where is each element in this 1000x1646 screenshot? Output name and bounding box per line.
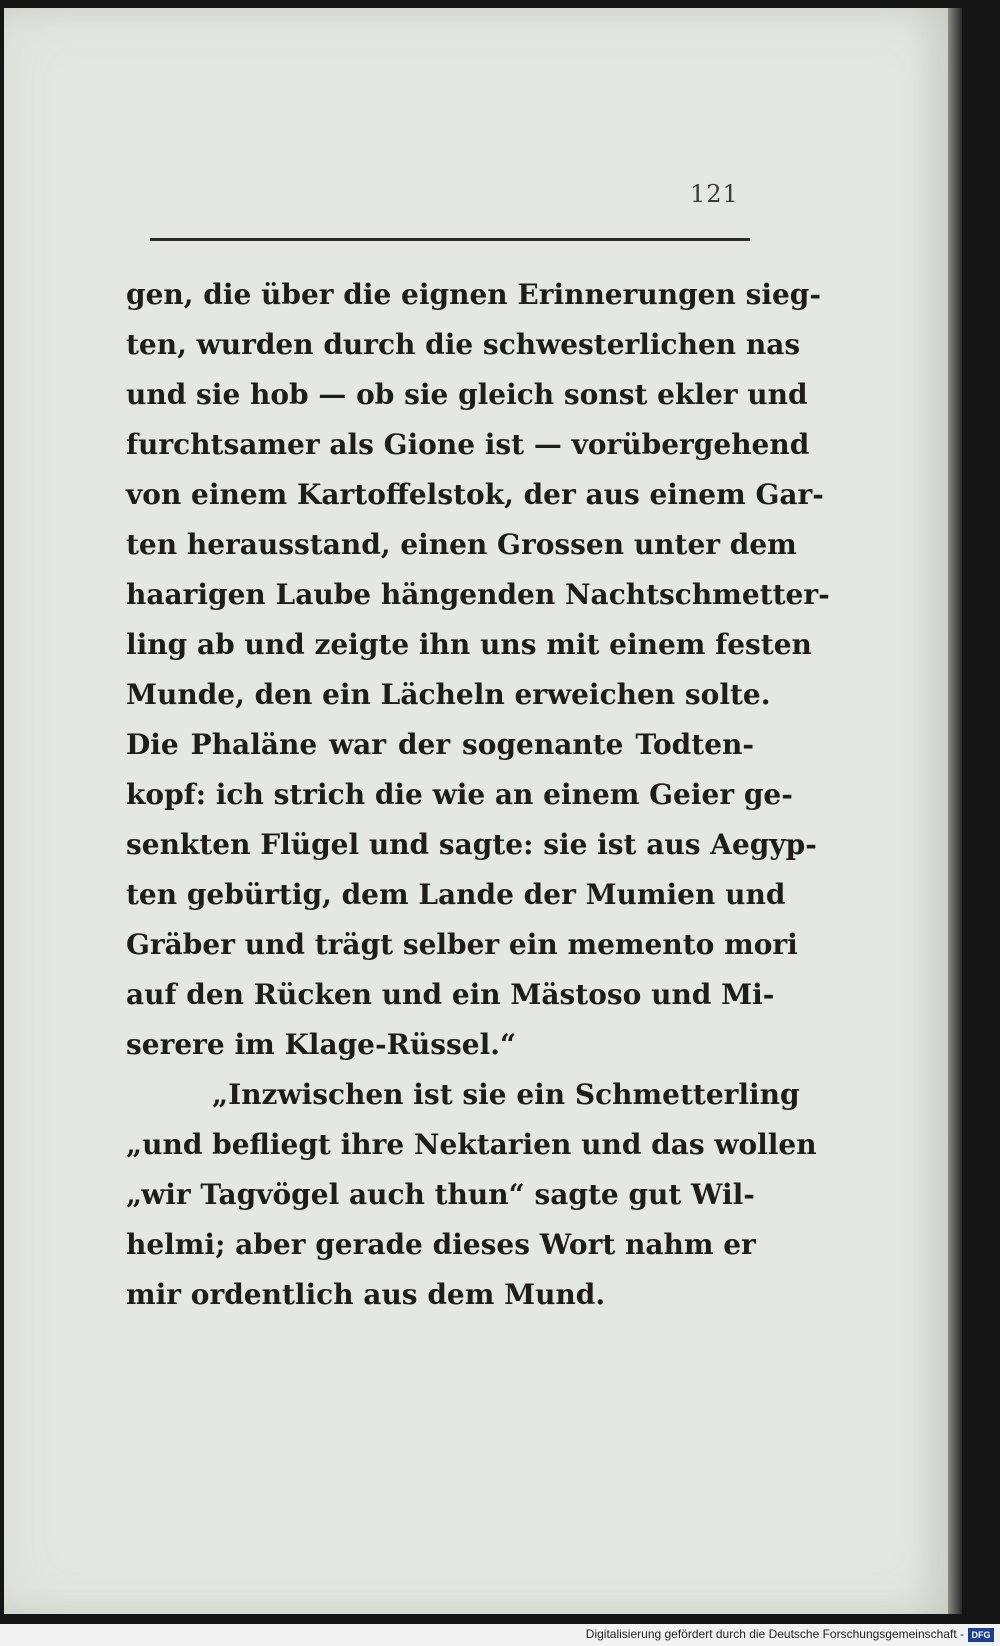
text-line: auf den Rücken und ein Mästoso und Mi-: [126, 978, 775, 1011]
text-line: ten gebürtig, dem Lande der Mumien und: [126, 878, 786, 911]
dfg-logo: DFG: [968, 1628, 994, 1642]
text-line: gen, die über die eignen Erinnerungen sieg-: [126, 278, 821, 311]
funding-credit: Digitalisierung gefördert durch die Deutsche Forschungsgemeinschaft -: [585, 1627, 964, 1641]
text-line: mir ordentlich aus dem Mund.: [126, 1278, 606, 1311]
header-rule: [150, 238, 750, 241]
text-line: „Inzwischen ist sie ein Schmetterling: [212, 1078, 800, 1111]
text-line: furchtsamer als Gione ist — vorübergehend: [126, 428, 810, 461]
text-line: ten herausstand, einen Grossen unter dem: [126, 528, 797, 561]
text-line: Munde, den ein Lächeln erweichen solte.: [126, 678, 771, 711]
text-line: Gräber und trägt selber ein memento mori: [126, 928, 798, 961]
text-line: serere im Klage-Rüssel.“: [126, 1028, 517, 1061]
text-line: Die Phaläne war der sogenante Todten-: [126, 728, 754, 761]
text-line: haarigen Laube hängenden Nachtschmetter-: [126, 578, 830, 611]
footer-bar: [0, 1624, 1000, 1646]
text-line: ten, wurden durch die schwesterlichen nas: [126, 328, 801, 361]
text-line: ling ab und zeigte ihn uns mit einem festen: [126, 628, 812, 661]
text-line: „wir Tagvögel auch thun“ sagte gut Wil-: [126, 1178, 755, 1211]
body-text: [126, 270, 830, 1320]
text-line: und sie hob — ob sie gleich sonst ekler und: [126, 378, 808, 411]
text-line: helmi; aber gerade dieses Wort nahm er: [126, 1228, 756, 1261]
page-edge: [948, 8, 962, 1614]
text-line: senkten Flügel und sagte: sie ist aus Aegyp-: [126, 828, 817, 861]
text-line: kopf: ich strich die wie an einem Geier ge-: [126, 778, 793, 811]
text-line: von einem Kartoffelstok, der aus einem Gar-: [126, 478, 824, 511]
text-line: „und befliegt ihre Nektarien und das wollen: [126, 1128, 817, 1161]
page-number: 121: [690, 180, 739, 208]
